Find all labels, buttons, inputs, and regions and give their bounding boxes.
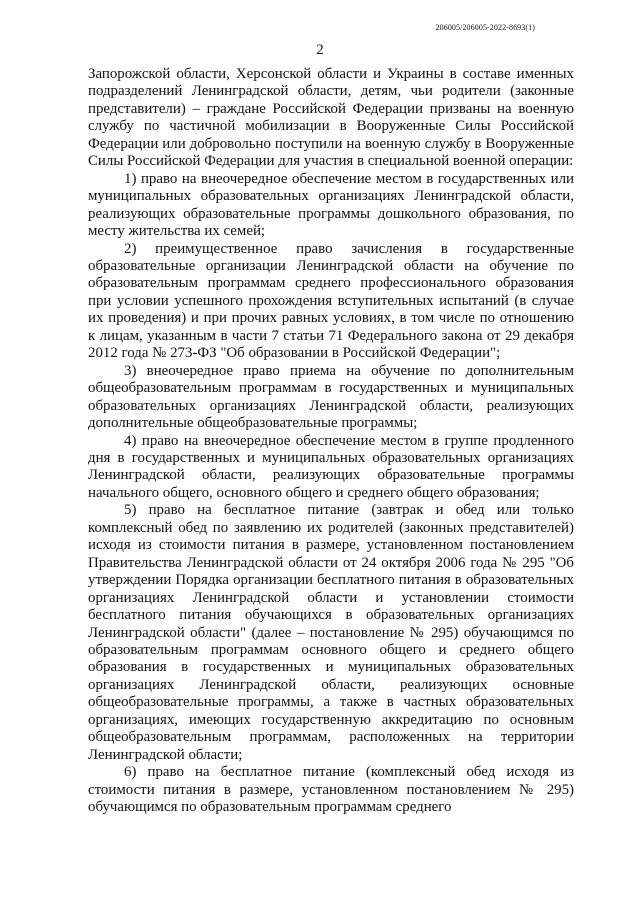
list-item-2: 2) преимущественное право зачисления в государственные образовательные организации Ленинградской области на обучение по образовательным программам среднего профессионального образования при условии успешного прохождения вступительных испытаний (в случае их проведения) и при прочих равных условиях, в том числе по отношению к лицам, указанным в части 7 статьи 71 Федерального закона от 29 декабря 2012 года № 273-ФЗ "Об образовании в Российской Федерации"; [88, 240, 574, 362]
document-id: 206005/206005-2022-8693(1) [435, 23, 535, 32]
list-item-3: 3) внеочередное право приема на обучение по дополнительным общеобразовательным программам в государственных и муниципальных образовательных организациях Ленинградской области, реализующих дополнительные общеобразовательные программы; [88, 362, 574, 432]
document-body [88, 66, 574, 816]
list-item-4: 4) право на внеочередное обеспечение местом в группе продленного дня в государственных и муниципальных образовательных организациях Ленинградской области, реализующих образовательные программы начального общего, основного общего и среднего общего образования; [88, 432, 574, 501]
page-number: 2 [316, 42, 324, 58]
list-item-1: 1) право на внеочередное обеспечение местом в государственных или муниципальных образовательных организациях Ленинградской области, реализующих образовательные программы дошкольного образования, по месту жительства их семей; [88, 170, 574, 240]
list-item-5: 5) право на бесплатное питание (завтрак и обед или только комплексный обед по заявлению их родителей (законных представителей) исходя из стоимости питания в размере, установленном постановлением Правительства Ленинградской области от 24 октября 2006 года № 295 "Об утверждении Порядка организации бесплатного питания в образовательных организациях Ленинградской области и установлении стоимости бесплатного питания обучающихся в образовательных организациях Ленинградской области" (далее – постановление № 295) обучающимся по образовательным программам основного общего и среднего общего образования в государственных и муниципальных образовательных организациях Ленинградской области, реализующих основные общеобразовательные программы, а также в частных образовательных организациях, имеющих государственную аккредитацию по основным общеобразовательным программам, расположенных на территории Ленинградской области; [88, 502, 574, 763]
list-item-6: 6) право на бесплатное питание (комплексный обед исходя из стоимости питания в размере, установленном постановлением № 295) обучающимся по образовательным программам среднего [88, 764, 574, 816]
intro-paragraph: Запорожской области, Херсонской области и Украины в составе именных подразделений Ленинградской области, детям, чьи родители (законные представители) – граждане Российской Федерации призваны на военную службу по частичной мобилизации в Вооруженные Силы Российской Федерации или добровольно поступили на военную службу в Вооруженные Силы Российской Федерации для участия в специальной военной операции: [88, 66, 574, 170]
